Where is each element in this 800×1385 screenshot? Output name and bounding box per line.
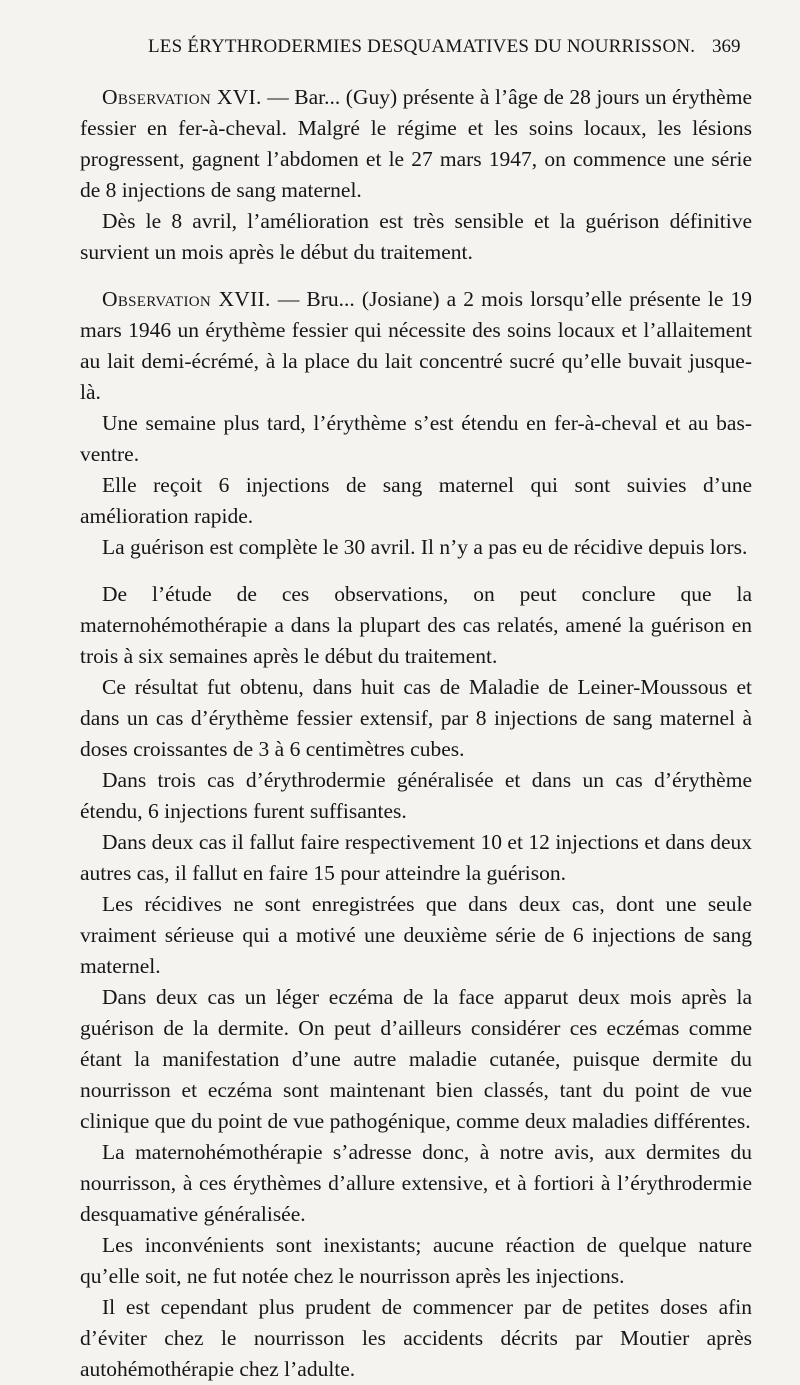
paragraph: Une semaine plus tard, l’érythème s’est étendu en fer-à-cheval et au bas-ventre.	[80, 411, 752, 466]
page-number: 369	[712, 36, 741, 57]
paragraph: La guérison est complète le 30 avril. Il n’y a pas eu de récidive depuis lors.	[102, 535, 748, 559]
running-header	[0, 36, 800, 66]
observation-label: Observation XVI.	[102, 85, 262, 109]
observation-label: Observation XVII.	[102, 287, 271, 311]
paragraph-text: — Bru... (Josiane) a 2 mois lorsqu’elle présente le 19 mars 1946 un érythème fessier qui nécessite des soins locaux et l’allaitement au lait demi-écrémé, à la place du lait concentré sucré qu’elle buvait jusque-là.	[80, 287, 752, 404]
paragraph: Ce résultat fut obtenu, dans huit cas de Maladie de Leiner-Moussous et dans un cas d’érythème fessier extensif, par 8 injections de sang maternel à doses croissantes de 3 à 6 centimètres cubes.	[80, 675, 752, 761]
body-text	[80, 82, 752, 1385]
paragraph: De l’étude de ces observations, on peut conclure que la maternohémothérapie a dans la plupart des cas relatés, amené la guérison en trois à six semaines après le début du traitement.	[80, 582, 752, 668]
paragraph: Dans deux cas un léger eczéma de la face apparut deux mois après la guérison de la dermite. On peut d’ailleurs considérer ces eczémas comme étant la manifestation d’une autre maladie cutanée, puisque dermite du nourrisson et eczéma sont maintenant bien classés, tant du point de vue clinique que du point de vue pathogénique, comme deux maladies différentes.	[80, 985, 752, 1133]
paragraph: Dans trois cas d’érythrodermie généralisée et dans un cas d’érythème étendu, 6 injections furent suffisantes.	[80, 768, 752, 823]
paragraph: Les inconvénients sont inexistants; aucune réaction de quelque nature qu’elle soit, ne fut notée chez le nourrisson après les injections.	[80, 1233, 752, 1288]
observation-16-paragraph	[80, 82, 752, 206]
paragraph-text: — Bar... (Guy) présente à l’âge de 28 jours un érythème fessier en fer-à-cheval. Malgré le régime et les soins locaux, les lésions progressent, gagnent l’abdomen et le 27 mars 1947, on commence une série de 8 injections de sang maternel.	[80, 85, 752, 202]
paragraph: Dans deux cas il fallut faire respectivement 10 et 12 injections et dans deux autres cas, il fallut en faire 15 pour atteindre la guérison.	[80, 830, 752, 885]
paragraph: Elle reçoit 6 injections de sang maternel qui sont suivies d’une amélioration rapide.	[80, 473, 752, 528]
paragraph: Il est cependant plus prudent de commencer par de petites doses afin d’éviter chez le nourrisson les accidents décrits par Moutier après autohémothérapie chez l’adulte.	[80, 1295, 752, 1381]
running-title: LES ÉRYTHRODERMIES DESQUAMATIVES DU NOURRISSON.	[148, 36, 696, 57]
paragraph: Dès le 8 avril, l’amélioration est très sensible et la guérison définitive survient un mois après le début du traitement.	[80, 209, 752, 264]
observation-17-paragraph	[80, 284, 752, 408]
paragraph: La maternohémothérapie s’adresse donc, à notre avis, aux dermites du nourrisson, à ces érythèmes d’allure extensive, et à fortiori à l’érythrodermie desquamative généralisée.	[80, 1140, 752, 1226]
paragraph: Les récidives ne sont enregistrées que dans deux cas, dont une seule vraiment sérieuse qui a motivé une deuxième série de 6 injections de sang maternel.	[80, 892, 752, 978]
